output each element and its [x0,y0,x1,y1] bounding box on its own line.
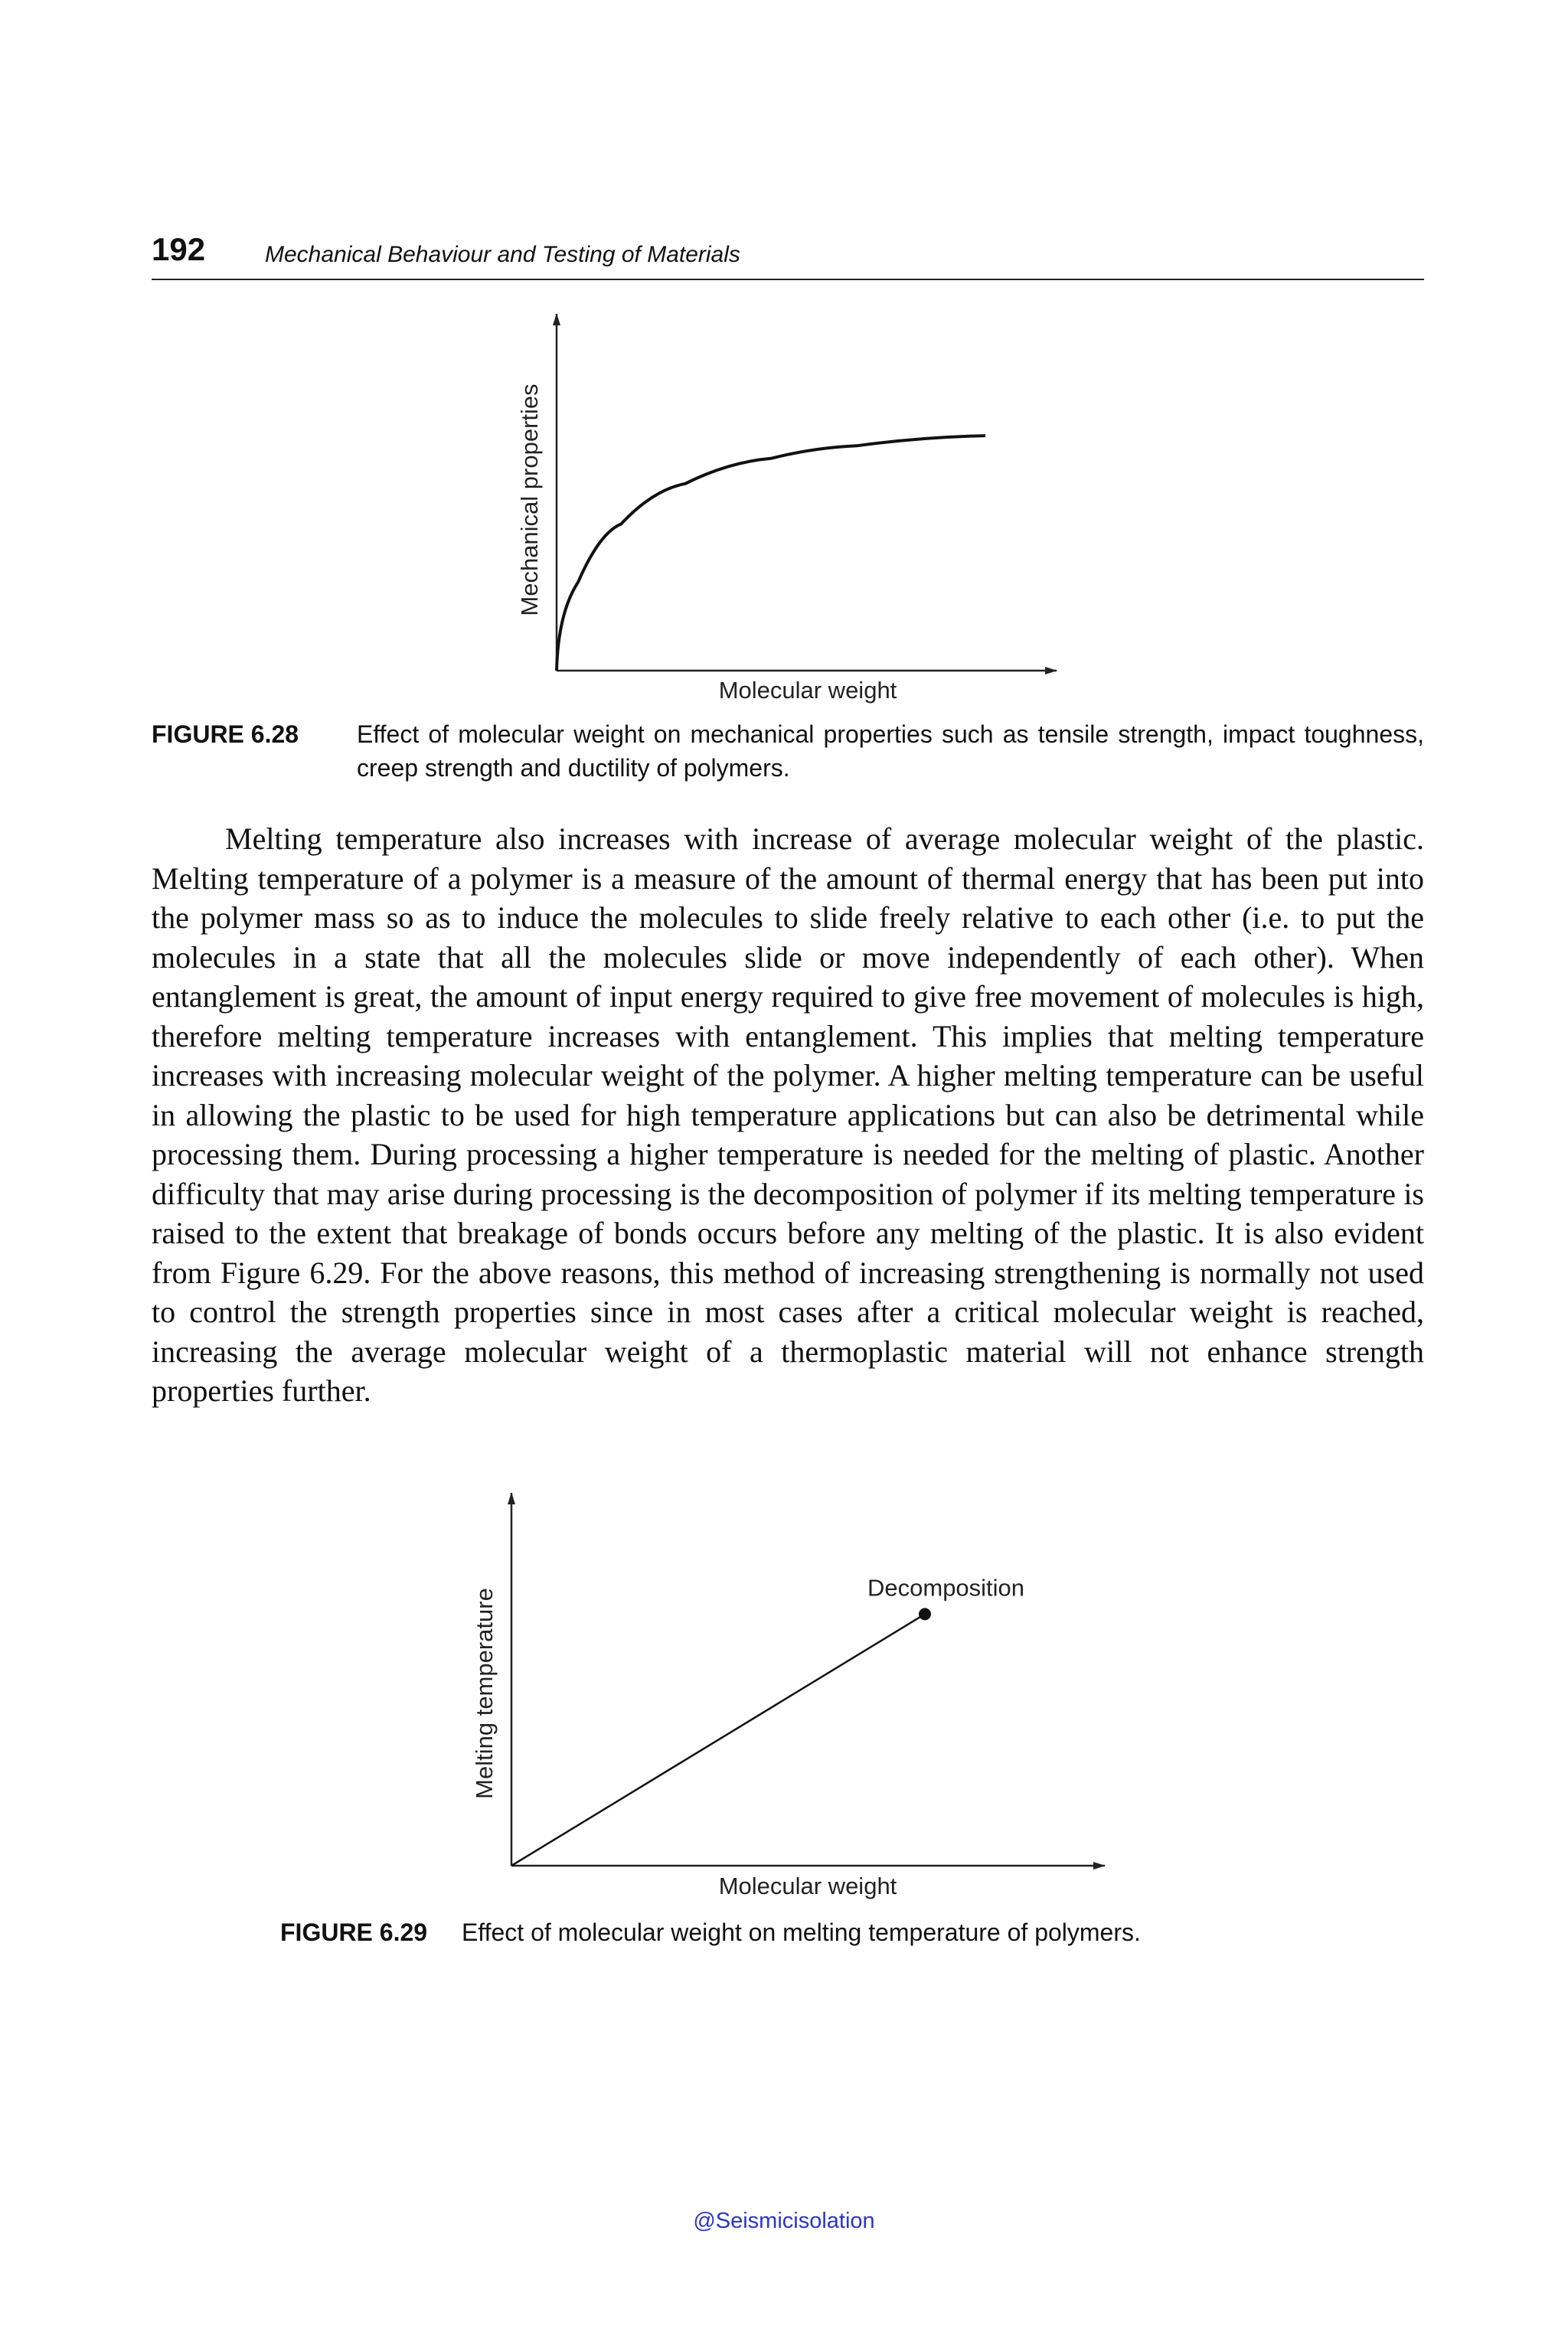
x-axis-label: Molecular weight [718,1873,897,1899]
watermark: @Seismicisolation [693,2209,875,2233]
caption-text: Effect of molecular weight on melting temperature of polymers. [461,1919,1141,1946]
page-number: 192 [152,231,206,267]
figure-label: FIGURE 6.28 [152,720,299,748]
y-axis-label: Mechanical properties [516,384,543,616]
mechanical-properties-curve [557,436,985,671]
decomposition-label: Decomposition [867,1574,1025,1602]
caption-text: Effect of molecular weight on mechanical properties such as tensile strength, impact toughness, creep strength and ductility of polymers. [357,720,1424,782]
x-axis-label: Molecular weight [718,677,897,704]
body-paragraph: Melting temperature also increases with increase of average molecular weight of the plastic. Melting temperature of a polymer is a measure of the amount of thermal energy that has been put into the polymer mass so as to induce the molecules to slide freely relative to each other (i.e. to put the molecules in a state that all the molecules slide or move independently of each other). When entanglement is great, the amount of input energy required to give free movement of molecules is high, therefore melting temperature increases with entanglement. This implies that melting temperature increases with increasing molecular weight of the polymer. A higher melting temperature can be useful in allowing the plastic to be used for high temperature applications but can also be detrimental while processing them. During processing a higher temperature is needed for the melting of plastic. Another difficulty that may arise during processing is the decomposition of polymer if its melting temperature is raised to the extent that breakage of bonds occurs before any melting of the plastic. It is also evident from Figure 6.29. For the above reasons, this method of increasing strengthening is normally not used to control the strength properties since in most cases after a critical molecular weight is reached, increasing the average molecular weight of a thermoplastic material will not enhance strength properties further. [152,821,1424,1408]
y-axis-label: Melting temperature [471,1588,498,1799]
figure-6-28-caption [152,717,1424,785]
running-title: Mechanical Behaviour and Testing of Materials [265,242,740,267]
figure-6-29-caption [280,1915,1424,1949]
decomposition-point [919,1608,931,1620]
melting-temperature-line [511,1614,925,1866]
page-header [152,231,1424,280]
figure-label: FIGURE 6.29 [280,1919,428,1946]
